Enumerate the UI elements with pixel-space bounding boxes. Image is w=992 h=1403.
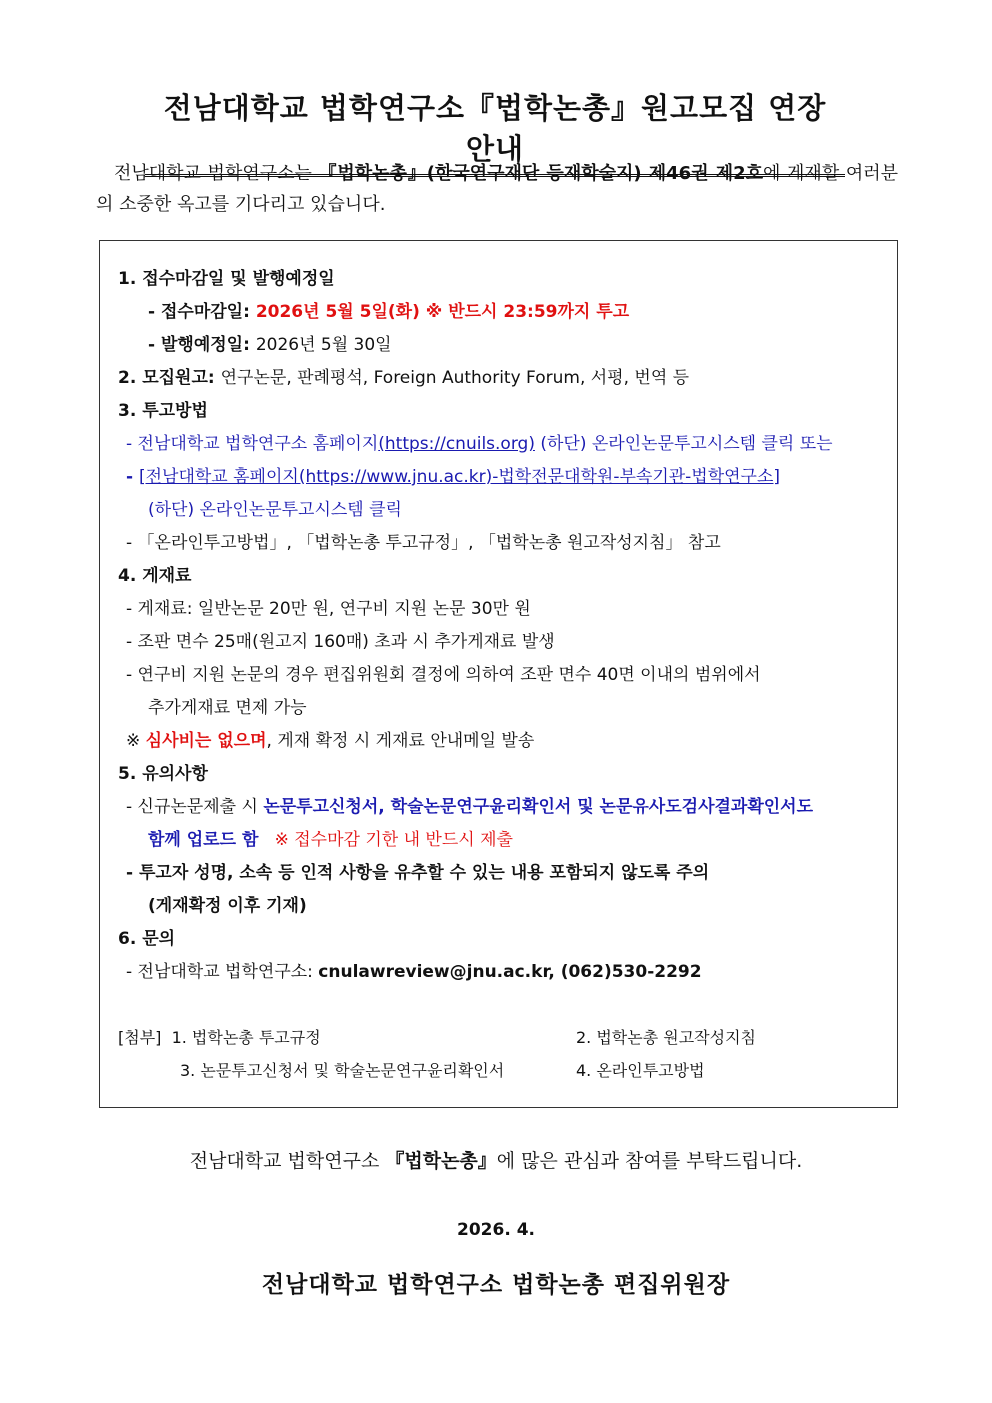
publication-row: [118, 329, 877, 362]
dash: -: [126, 467, 139, 487]
contact-email-phone[interactable]: cnulawreview@jnu.ac.kr, (062)530-2292: [318, 962, 702, 982]
notice-box: [99, 240, 898, 1108]
journal-name: 『법학논총』(한국연구재단 등재학술지) 제46권 제2호: [318, 163, 764, 184]
attachments-label: [첨부]: [118, 1028, 162, 1047]
caution-line-4: [118, 890, 877, 923]
date: 2026. 4.: [457, 1220, 535, 1240]
upload-text: 함께 업로드 함: [148, 830, 259, 850]
section-2: [118, 362, 877, 395]
section-1-heading: [118, 263, 877, 296]
page-title: 전남대학교 법학연구소『법학논총』원고모집 연장 안내: [145, 86, 845, 177]
heading-text: 5. 유의사항: [118, 764, 208, 784]
submission-method-2: [118, 461, 877, 494]
method-text: (하단) 온라인논문투고시스템 클릭 또는: [534, 434, 833, 454]
signature: 전남대학교 법학연구소 법학논총 편집위원장: [261, 1272, 731, 1298]
deadline-value: 2026년 5월 5일(화) ※ 반드시 23:59까지 투고: [255, 302, 630, 322]
attachment-item: 3. 논문투고신청서 및 학술논문연구윤리확인서: [180, 1061, 505, 1080]
section-5-heading: [118, 758, 877, 791]
heading-text: 4. 게재료: [118, 566, 192, 586]
heading-text: 1. 접수마감일 및 발행예정일: [118, 269, 335, 289]
attachment-item: 2. 법학논총 원고작성지침: [576, 1028, 756, 1047]
intro-text-2: 에 게재할 여러분의 소중한 옥고를 기다리고 있습니다.: [96, 163, 898, 215]
caution-line-1: [118, 791, 877, 824]
deadline-note: ※ 접수마감 기한 내 반드시 제출: [274, 830, 513, 850]
closing-text: 전남대학교 법학연구소: [189, 1150, 386, 1172]
submission-references: - 「온라인투고방법」, 「법학논총 투고규정」, 「법학논총 원고작성지침」 참고: [126, 533, 721, 553]
fee-line-2: - 조판 면수 25매(원고지 160매) 초과 시 추가게재료 발생: [126, 632, 555, 652]
publication-value: 2026년 5월 30일: [255, 335, 392, 355]
closing-message: [0, 1146, 992, 1173]
fee-line-3: - 연구비 지원 논문의 경우 편집위원회 결정에 의하여 조판 면수 40면 이내의 범위에서: [126, 665, 761, 685]
fee-line-1: - 게재료: 일반논문 20만 원, 연구비 지원 논문 30만 원: [126, 599, 531, 619]
contact-label: - 전남대학교 법학연구소:: [126, 962, 319, 982]
note-text: , 게재 확정 시 게재료 안내메일 발송: [266, 731, 535, 751]
heading-text: 2. 모집원고:: [118, 368, 221, 388]
caution-line-2: [118, 824, 877, 857]
deadline-label: - 접수마감일:: [148, 302, 256, 322]
method-text: 전남대학교 법학연구소 홈페이지: [137, 434, 379, 454]
attachments: [118, 1021, 756, 1087]
intro-text: 전남대학교 법학연구소는: [114, 163, 319, 184]
anonymity-note: - 투고자 성명, 소속 등 인적 사항을 유추할 수 있는 내용 포함되지 않도록 주의: [126, 863, 710, 883]
fee-line-3b: 추가게재료 면제 가능: [148, 698, 307, 718]
publication-label: - 발행예정일:: [148, 335, 256, 355]
no-review-fee: 심사비는 없으며: [145, 731, 267, 751]
caution-line-3: [118, 857, 877, 890]
jnu-link[interactable]: [전남대학교 홈페이지(https://www.jnu.ac.kr)-법학전문대학원-부속기관-법학연구소]: [138, 467, 781, 487]
required-docs: 논문투고신청서, 학술논문연구윤리확인서 및 논문유사도검사결과확인서도: [263, 797, 814, 817]
submission-method-1: [118, 428, 877, 461]
journal-name: 『법학논총』: [385, 1150, 497, 1172]
section-6-heading: [118, 923, 877, 956]
section-3-heading: [118, 395, 877, 428]
closing-text-2: 에 많은 관심과 참여를 부탁드립니다.: [496, 1150, 803, 1172]
dash: -: [126, 434, 138, 454]
attachment-item: 4. 온라인투고방법: [576, 1061, 705, 1080]
caution-text: - 신규논문제출 시: [126, 797, 264, 817]
heading-text: 3. 투고방법: [118, 401, 208, 421]
contact-line: [118, 956, 877, 989]
note-mark: ※: [126, 731, 146, 751]
intro-paragraph: [96, 158, 898, 220]
fee-note: [118, 725, 877, 758]
deadline-row: [118, 296, 877, 329]
section-4-heading: [118, 560, 877, 593]
cnuils-link[interactable]: (https://cnuils.org): [378, 434, 535, 454]
heading-text: 6. 문의: [118, 929, 176, 949]
attachment-item: 1. 법학논총 투고규정: [171, 1028, 321, 1047]
section-2-value: 연구논문, 판례평석, Foreign Authority Forum, 서평, 번역 등: [220, 368, 690, 388]
anonymity-note-2: (게재확정 이후 기재): [148, 896, 307, 916]
submission-method-2b: (하단) 온라인논문투고시스템 클릭: [148, 500, 402, 520]
